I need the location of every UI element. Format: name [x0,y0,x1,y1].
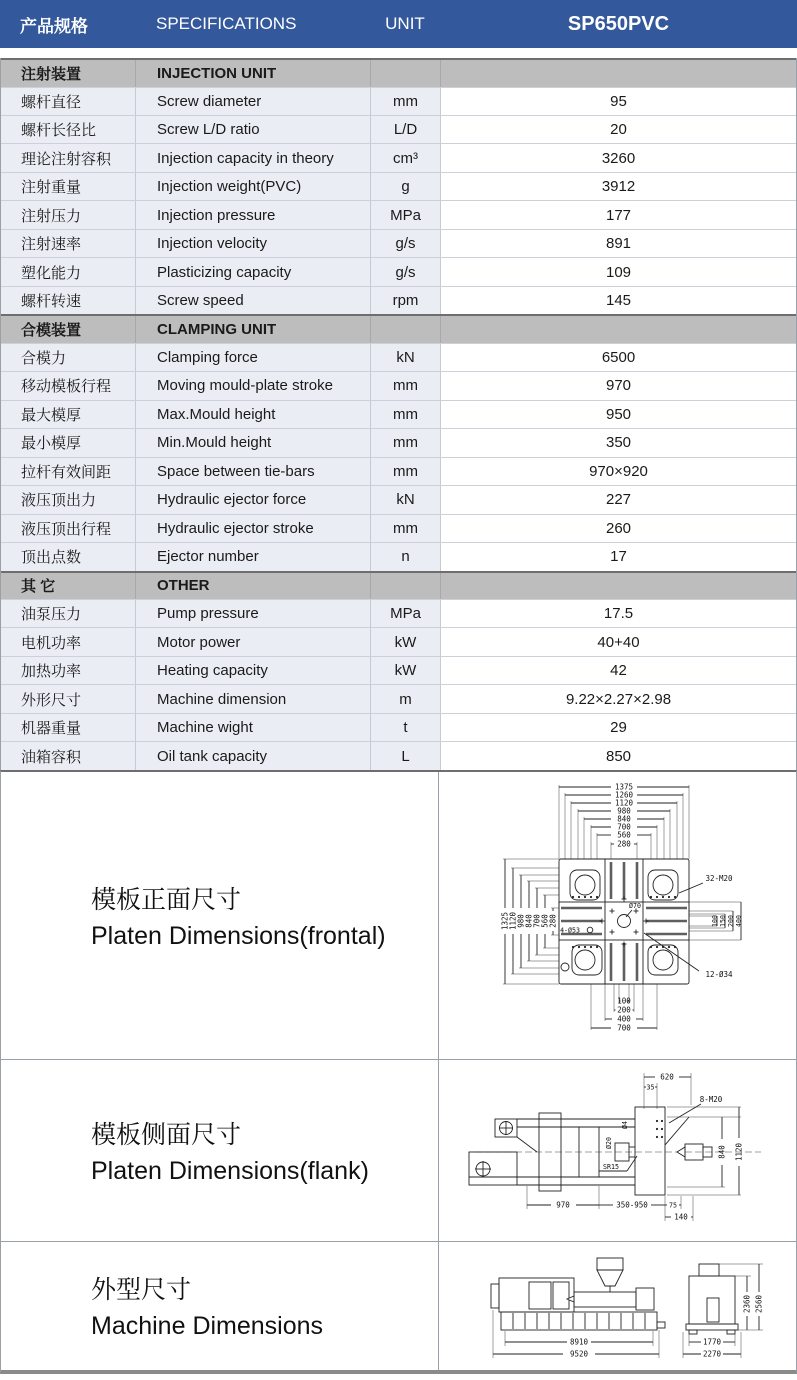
bolts-label: 8-M20 [699,1095,723,1105]
spec-unit: rpm [371,287,441,314]
spec-row [1,485,796,513]
spec-label-cn: 电机功率 [1,628,136,655]
spec-unit: mm [371,88,441,115]
spec-label-en: Hydraulic ejector force [136,486,371,513]
svg-text:1375: 1375 [614,782,634,792]
spec-value: 970×920 [441,458,796,485]
spec-unit: t [371,714,441,741]
spec-label-cn: 外形尺寸 [1,685,136,712]
spec-row [1,257,796,285]
holes12-label: 12-Ø34 [705,970,733,980]
spec-label-en: Hydraulic ejector stroke [136,515,371,542]
svg-text:1120: 1120 [734,1143,744,1162]
spec-label-en: Screw L/D ratio [136,116,371,143]
platen-flank-drawing [439,1059,796,1241]
svg-text:1260: 1260 [614,790,634,800]
svg-text:100: 100 [617,996,631,1006]
spec-unit: kN [371,486,441,513]
spec-value: 260 [441,515,796,542]
top-dims [559,783,689,849]
header-specifications-label: SPECIFICATIONS [156,14,297,33]
spec-label-cn: 螺杆直径 [1,88,136,115]
spec-row [1,400,796,428]
spec-value: 20 [441,116,796,143]
spec-unit: g/s [371,258,441,285]
section-value-cell [441,316,796,343]
section-header-other [1,571,796,600]
spec-label-cn: 顶出点数 [1,543,136,570]
header-model-label: SP650PVC [567,12,670,35]
diagram-title-cn: 模板侧面尺寸 [91,1120,242,1149]
spec-row [1,684,796,712]
spec-value: 95 [441,88,796,115]
spec-label-cn: 移动模板行程 [1,372,136,399]
annotations [560,874,733,979]
spec-label-cn: 拉杆有效间距 [1,458,136,485]
spec-label-cn: 螺杆转速 [1,287,136,314]
section-header-clamping-unit [1,314,796,343]
spec-row [1,115,796,143]
spec-label-en: Motor power [136,628,371,655]
spec-value: 950 [441,401,796,428]
svg-text:75: 75 [669,1201,677,1210]
section-title-cn: 合模装置 [1,316,136,343]
spec-row [1,428,796,456]
svg-text:35: 35 [646,1083,655,1092]
spec-label-en: Max.Mould height [136,401,371,428]
spec-unit: kW [371,657,441,684]
spec-value: 17 [441,543,796,570]
spec-row [1,542,796,570]
section-title-en: INJECTION UNIT [136,60,371,87]
spec-row [1,371,796,399]
machine-profile [469,1107,712,1195]
end-dims [683,1264,764,1359]
svg-text:700: 700 [617,822,631,832]
spec-label-en: Machine wight [136,714,371,741]
spec-label-en: Space between tie-bars [136,458,371,485]
diagram-title-en: Platen Dimensions(frontal) [91,921,386,950]
spec-label-en: Min.Mould height [136,429,371,456]
holes4-label: 4-Ø53 [560,926,580,935]
center-hole-label: Ø70 [629,902,641,911]
spec-value: 145 [441,287,796,314]
spec-label-cn: 油箱容积 [1,742,136,769]
bolts-label: 32-M20 [705,874,733,884]
spec-value: 9.22×2.27×2.98 [441,685,796,712]
diagram-title-en: Platen Dimensions(flank) [91,1156,369,1185]
spec-label-en: Plasticizing capacity [136,258,371,285]
section-unit-cell [371,60,441,87]
spec-label-en: Machine dimension [136,685,371,712]
diagram-title-cn: 外型尺寸 [91,1276,192,1305]
svg-text:840: 840 [524,914,534,929]
diagram-label [1,772,439,1059]
svg-text:140: 140 [674,1212,688,1222]
diagram-label [1,1060,439,1241]
spec-unit: L/D [371,116,441,143]
svg-text:840: 840 [617,814,631,824]
spec-label-cn: 液压顶出力 [1,486,136,513]
svg-text:9520: 9520 [569,1349,589,1359]
svg-text:840: 840 [717,1145,727,1160]
spec-label-cn: 理论注射容积 [1,144,136,171]
svg-text:200: 200 [727,915,735,928]
spec-row [1,200,796,228]
spec-value: 29 [441,714,796,741]
spec-unit: mm [371,401,441,428]
diagram-view [439,1242,796,1370]
spec-unit: L [371,742,441,769]
spec-value: 109 [441,258,796,285]
spec-row [1,514,796,542]
spec-row [1,627,796,655]
svg-text:1120: 1120 [508,912,518,931]
spec-value: 6500 [441,344,796,371]
spec-label-cn: 塑化能力 [1,258,136,285]
section-unit-cell [371,316,441,343]
spec-label-en: Ejector number [136,543,371,570]
spec-label-en: Heating capacity [136,657,371,684]
side-view [491,1258,665,1330]
spec-unit: MPa [371,600,441,627]
end-view [686,1264,738,1334]
spec-label-cn: 油泵压力 [1,600,136,627]
spec-row [1,343,796,371]
left-dims [501,859,558,984]
section-title-cn: 其 它 [1,573,136,600]
header-unit-label: UNIT [385,14,425,33]
spec-row [1,172,796,200]
svg-text:1325: 1325 [500,912,510,931]
spec-label-en: Injection capacity in theory [136,144,371,171]
svg-text:560: 560 [617,830,631,840]
spec-value: 850 [441,742,796,769]
svg-text:SR15: SR15 [603,1163,619,1172]
svg-text:980: 980 [516,914,526,929]
spec-label-en: Clamping force [136,344,371,371]
right-dims [711,902,743,940]
section-value-cell [441,573,796,600]
spec-value: 3912 [441,173,796,200]
spec-row [1,713,796,741]
svg-text:Ø4: Ø4 [621,1121,629,1130]
spec-label-cn: 最大模厚 [1,401,136,428]
section-title-en: CLAMPING UNIT [136,316,371,343]
section-unit-cell [371,573,441,600]
svg-text:620: 620 [660,1072,674,1082]
section-title-cn: 注射装置 [1,60,136,87]
spec-value: 227 [441,486,796,513]
spec-value: 891 [441,230,796,257]
section-header-injection-unit [1,58,796,87]
spec-unit: n [371,543,441,570]
svg-text:8910: 8910 [569,1337,589,1347]
diagram-title-en: Machine Dimensions [91,1312,324,1341]
section-value-cell [441,60,796,87]
spec-unit: cm³ [371,144,441,171]
spec-label-cn: 螺杆长径比 [1,116,136,143]
spec-label-en: Injection weight(PVC) [136,173,371,200]
spec-label-en: Oil tank capacity [136,742,371,769]
spec-label-cn: 合模力 [1,344,136,371]
svg-text:150: 150 [719,915,727,928]
svg-text:280: 280 [548,914,558,929]
spec-row [1,229,796,257]
diagram-title-cn: 模板正面尺寸 [91,885,242,914]
diagram-row-machine-dimensions [1,1242,796,1370]
svg-text:1120: 1120 [614,798,634,808]
svg-text:2360: 2360 [742,1294,752,1313]
svg-text:200: 200 [617,1005,631,1015]
spec-table [0,58,797,770]
side-dims [493,1337,659,1358]
diagram-row-platen-flank [1,1060,796,1242]
spec-unit: mm [371,458,441,485]
spec-value: 970 [441,372,796,399]
spec-label-cn: 最小模厚 [1,429,136,456]
spec-label-en: Screw speed [136,287,371,314]
svg-text:2560: 2560 [754,1294,764,1313]
spec-label-en: Injection pressure [136,201,371,228]
diagram-view [439,772,796,1059]
spec-row [1,457,796,485]
svg-text:700: 700 [532,914,542,929]
spec-label-en: Pump pressure [136,600,371,627]
diagram-row-platen-frontal [1,772,796,1060]
spec-label-cn: 注射压力 [1,201,136,228]
svg-text:700: 700 [617,1023,631,1033]
svg-text:350-950: 350-950 [616,1200,648,1210]
spec-label-en: Screw diameter [136,88,371,115]
header-gap [0,48,797,58]
spec-row [1,143,796,171]
spec-value: 350 [441,429,796,456]
section-title-en: OTHER [136,573,371,600]
spec-row [1,656,796,684]
spec-unit: mm [371,515,441,542]
svg-text:980: 980 [617,806,631,816]
spec-label-cn: 液压顶出行程 [1,515,136,542]
diagram-label [1,1242,439,1370]
spec-label-cn: 注射重量 [1,173,136,200]
svg-text:100: 100 [711,915,719,928]
spec-label-cn: 机器重量 [1,714,136,741]
spec-unit: mm [371,429,441,456]
machine-dimensions-drawing [439,1242,796,1370]
spec-value: 42 [441,657,796,684]
spec-row [1,599,796,627]
spec-label-en: Moving mould-plate stroke [136,372,371,399]
spec-row [1,741,796,769]
svg-text:560: 560 [540,914,550,929]
svg-text:400: 400 [735,915,743,928]
spec-row [1,286,796,314]
spec-unit: m [371,685,441,712]
spec-unit: kN [371,344,441,371]
svg-text:1770: 1770 [702,1337,722,1347]
diagrams-section [0,770,797,1374]
diagram-view [439,1060,796,1241]
platen-frontal-drawing [439,771,796,1059]
spec-unit: g/s [371,230,441,257]
svg-text:400: 400 [617,1014,631,1024]
svg-text:970: 970 [556,1200,570,1210]
spec-unit: MPa [371,201,441,228]
header-bar [0,0,797,48]
spec-value: 17.5 [441,600,796,627]
spec-value: 177 [441,201,796,228]
svg-text:Ø20: Ø20 [605,1137,613,1150]
spec-label-en: Injection velocity [136,230,371,257]
spec-unit: g [371,173,441,200]
spec-unit: mm [371,372,441,399]
spec-value: 3260 [441,144,796,171]
svg-text:2270: 2270 [702,1349,722,1359]
svg-text:280: 280 [617,839,631,849]
spec-unit: kW [371,628,441,655]
spec-row [1,87,796,115]
spec-label-cn: 注射速率 [1,230,136,257]
bottom-dims [591,997,657,1033]
spec-value: 40+40 [441,628,796,655]
header-product-spec-label: 产品规格 [20,16,88,36]
spec-label-cn: 加热功率 [1,657,136,684]
